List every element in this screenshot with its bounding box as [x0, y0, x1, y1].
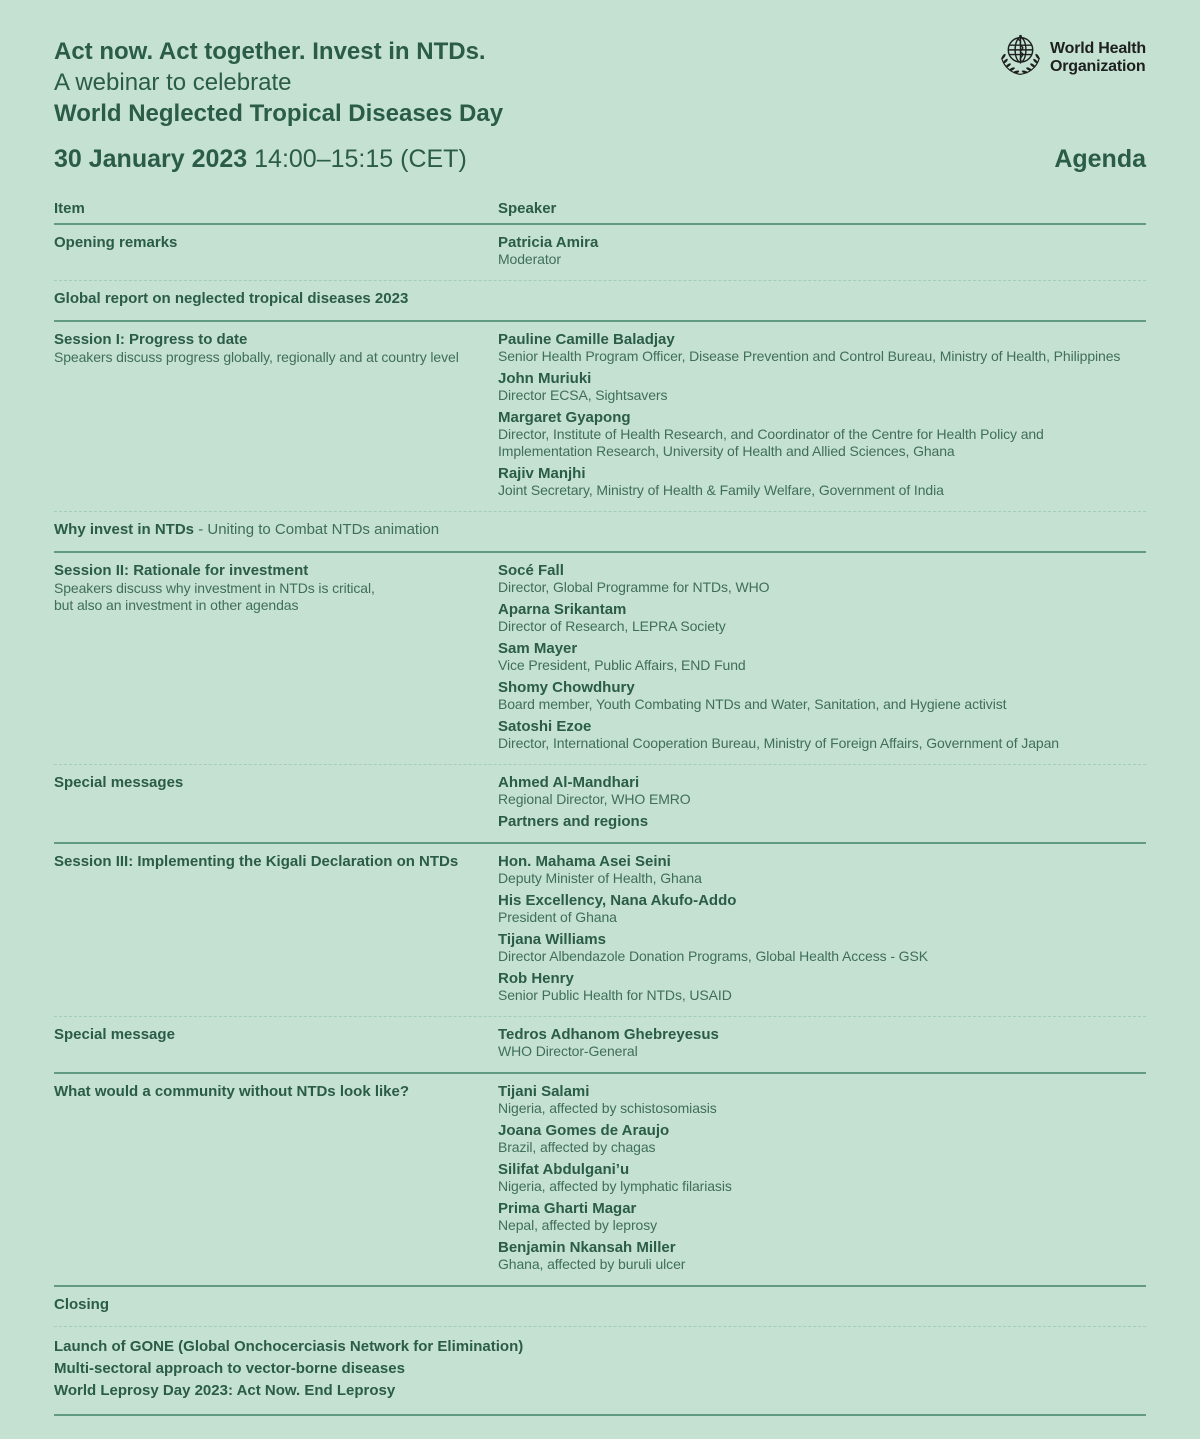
item-title: [54, 521, 1146, 539]
speaker-entry: [498, 1026, 1146, 1060]
speaker-role-line: Brazil, affected by chagas: [498, 1139, 656, 1155]
agenda-item-cell: [54, 331, 498, 499]
who-emblem-icon: [997, 32, 1044, 84]
title-line-1: Act now. Act together. Invest in NTDs.: [54, 38, 486, 65]
speaker-role-line: Nigeria, affected by schistosomiasis: [498, 1100, 717, 1116]
speaker-role-line: Director, International Cooperation Bureau, Ministry of Foreign Affairs, Government of Japan: [498, 735, 1059, 751]
speaker-name: Joana Gomes de Araujo: [498, 1122, 670, 1139]
speaker-role-line: Vice President, Public Affairs, END Fund: [498, 657, 746, 673]
speaker-role-line: Deputy Minister of Health, Ghana: [498, 870, 702, 886]
agenda-speaker-cell: [498, 853, 1146, 1004]
speaker-entry: [498, 1122, 1146, 1156]
speaker-name: Silifat Abdulgani’u: [498, 1161, 630, 1178]
speaker-entry: [498, 679, 1146, 713]
agenda-item-cell: [54, 562, 498, 752]
item-title: [54, 1296, 1146, 1314]
speaker-role-line: Director ECSA, Sightsavers: [498, 387, 668, 403]
speaker-entry: [498, 970, 1146, 1004]
speaker-entry: [498, 892, 1146, 926]
speaker-entry: [498, 370, 1146, 404]
speaker-name: Tedros Adhanom Ghebreyesus: [498, 1026, 719, 1043]
speaker-entry: [498, 465, 1146, 499]
item-title-text: Session II: Rationale for investment: [54, 562, 309, 579]
speaker-name: Sam Mayer: [498, 640, 578, 657]
speaker-entry: [498, 1239, 1146, 1273]
speaker-name: Patricia Amira: [498, 234, 599, 251]
agenda-row: [54, 765, 1146, 844]
speaker-role-line: Joint Secretary, Ministry of Health & Family Welfare, Government of India: [498, 482, 944, 498]
speaker-role-line: Director, Institute of Health Research, and Coordinator of the Centre for Health Policy and: [498, 426, 1044, 442]
agenda-speaker-cell: [498, 331, 1146, 499]
speaker-entry: [498, 813, 1146, 830]
item-title-text: Special message: [54, 1026, 175, 1043]
speaker-role-line: WHO Director-General: [498, 1043, 638, 1059]
speaker-role-line: Regional Director, WHO EMRO: [498, 791, 691, 807]
speaker-role-line: Nigeria, affected by lymphatic filariasis: [498, 1178, 732, 1194]
agenda-table: [54, 200, 1146, 1416]
agenda-item-cell: [54, 1083, 498, 1273]
speaker-name: Tijana Williams: [498, 931, 606, 948]
title-line-2: A webinar to celebrate: [54, 69, 292, 96]
item-title: [54, 1026, 480, 1044]
speaker-entry: [498, 1200, 1146, 1234]
speaker-role-line: Director Albendazole Donation Programs, Global Health Access - GSK: [498, 948, 928, 964]
speaker-name: Rajiv Manjhi: [498, 465, 586, 482]
item-description-line: Speakers discuss why investment in NTDs is critical,: [54, 580, 375, 596]
event-datetime: [54, 145, 467, 174]
speaker-entry: [498, 853, 1146, 887]
speaker-role-line: Ghana, affected by buruli ulcer: [498, 1256, 686, 1272]
speaker-role-line: Board member, Youth Combating NTDs and Water, Sanitation, and Hygiene activist: [498, 696, 1007, 712]
speaker-role-line: Senior Public Health for NTDs, USAID: [498, 987, 732, 1003]
speaker-role-line: Implementation Research, University of Health and Allied Sciences, Ghana: [498, 443, 955, 459]
agenda-row: [54, 1017, 1146, 1074]
speaker-entry: [498, 331, 1146, 365]
agenda-speaker-cell: [498, 562, 1146, 752]
agenda-rows: [54, 225, 1146, 1416]
agenda-table-header: [54, 200, 1146, 225]
speaker-name: Pauline Camille Baladjay: [498, 331, 675, 348]
item-title: Launch of GONE (Global Onchocerciasis Network for Elimination): [54, 1338, 524, 1355]
item-title-suffix: - Uniting to Combat NTDs animation: [194, 521, 440, 538]
item-title: [54, 234, 480, 252]
speaker-role-line: Director, Global Programme for NTDs, WHO: [498, 579, 770, 595]
item-title: [54, 774, 480, 792]
speaker-name: Rob Henry: [498, 970, 574, 987]
speaker-name: John Muriuki: [498, 370, 592, 387]
speaker-name: Shomy Chowdhury: [498, 679, 635, 696]
who-wordmark-line-2: Organization: [1050, 58, 1146, 75]
agenda-row: [54, 322, 1146, 512]
agenda-speaker-cell: [498, 774, 1146, 830]
item-title-text: Special messages: [54, 774, 184, 791]
agenda-speaker-cell: [498, 1026, 1146, 1060]
page-header: [54, 36, 1146, 174]
item-title: [54, 290, 1146, 308]
agenda-item-cell: [54, 1336, 1146, 1402]
date-row: [54, 145, 1146, 174]
column-header-speaker: Speaker: [498, 200, 557, 217]
agenda-row: [54, 1287, 1146, 1327]
speaker-name: Benjamin Nkansah Miller: [498, 1239, 676, 1256]
speaker-name: Partners and regions: [498, 813, 649, 830]
agenda-speaker-cell: [498, 1083, 1146, 1273]
agenda-item-cell: [54, 1296, 1146, 1314]
speaker-entry: [498, 774, 1146, 808]
agenda-item-cell: [54, 774, 498, 830]
who-wordmark: [1050, 40, 1146, 76]
speaker-role-line: President of Ghana: [498, 909, 617, 925]
item-title: [54, 1083, 480, 1101]
speaker-name: Tijani Salami: [498, 1083, 590, 1100]
speaker-entry: [498, 601, 1146, 635]
speaker-entry: [498, 640, 1146, 674]
item-title: [54, 562, 480, 580]
agenda-row: [54, 281, 1146, 322]
agenda-speaker-cell: [498, 234, 1146, 268]
agenda-row: [54, 844, 1146, 1017]
speaker-entry: [498, 718, 1146, 752]
speaker-name: Hon. Mahama Asei Seini: [498, 853, 671, 870]
speaker-name: Socé Fall: [498, 562, 564, 579]
who-logo: [997, 32, 1146, 84]
who-wordmark-line-1: World Health: [1050, 40, 1146, 57]
speaker-name: Prima Gharti Magar: [498, 1200, 637, 1217]
speaker-name: Ahmed Al-Mandhari: [498, 774, 640, 791]
item-title: World Leprosy Day 2023: Act Now. End Leprosy: [54, 1382, 396, 1399]
agenda-item-cell: [54, 521, 1146, 539]
item-title: [54, 331, 480, 349]
speaker-name: Satoshi Ezoe: [498, 718, 592, 735]
agenda-row: [54, 512, 1146, 553]
speaker-name: Aparna Srikantam: [498, 601, 627, 618]
agenda-heading: Agenda: [1054, 145, 1146, 173]
item-title-text: Session I: Progress to date: [54, 331, 248, 348]
item-title-text: Session III: Implementing the Kigali Declaration on NTDs: [54, 853, 459, 870]
speaker-name: His Excellency, Nana Akufo-Addo: [498, 892, 737, 909]
item-description-line: Speakers discuss progress globally, regionally and at country level: [54, 349, 459, 365]
speaker-entry: [498, 562, 1146, 596]
item-title: Multi-sectoral approach to vector-borne diseases: [54, 1360, 405, 1377]
item-title-text: Closing: [54, 1296, 109, 1313]
speaker-name: Margaret Gyapong: [498, 409, 631, 426]
speaker-entry: [498, 234, 1146, 268]
agenda-row: [54, 225, 1146, 281]
item-title-text: Opening remarks: [54, 234, 178, 251]
speaker-role-line: Director of Research, LEPRA Society: [498, 618, 726, 634]
speaker-entry: [498, 1083, 1146, 1117]
event-time: 14:00–15:15 (CET): [247, 145, 467, 173]
item-title-text: Why invest in NTDs: [54, 521, 195, 538]
speaker-entry: [498, 1161, 1146, 1195]
speaker-role-line: Nepal, affected by leprosy: [498, 1217, 658, 1233]
agenda-item-cell: [54, 853, 498, 1004]
item-title: [54, 853, 480, 871]
item-title-text: Global report on neglected tropical diseases 2023: [54, 290, 409, 307]
item-title-text: What would a community without NTDs look like?: [54, 1083, 410, 1100]
speaker-entry: [498, 931, 1146, 965]
agenda-item-cell: [54, 1026, 498, 1060]
agenda-item-cell: [54, 290, 1146, 308]
agenda-row: [54, 553, 1146, 765]
column-header-item: Item: [54, 200, 85, 217]
agenda-item-cell: [54, 234, 498, 268]
agenda-row: [54, 1074, 1146, 1287]
item-description-line: but also an investment in other agendas: [54, 597, 299, 613]
speaker-role-line: Senior Health Program Officer, Disease Prevention and Control Bureau, Ministry of Health, Philippines: [498, 348, 1121, 364]
speaker-entry: [498, 409, 1146, 460]
title-line-3: World Neglected Tropical Diseases Day: [54, 100, 504, 127]
agenda-row: [54, 1327, 1146, 1416]
event-date: 30 January 2023: [54, 145, 248, 173]
speaker-role-line: Moderator: [498, 251, 561, 267]
